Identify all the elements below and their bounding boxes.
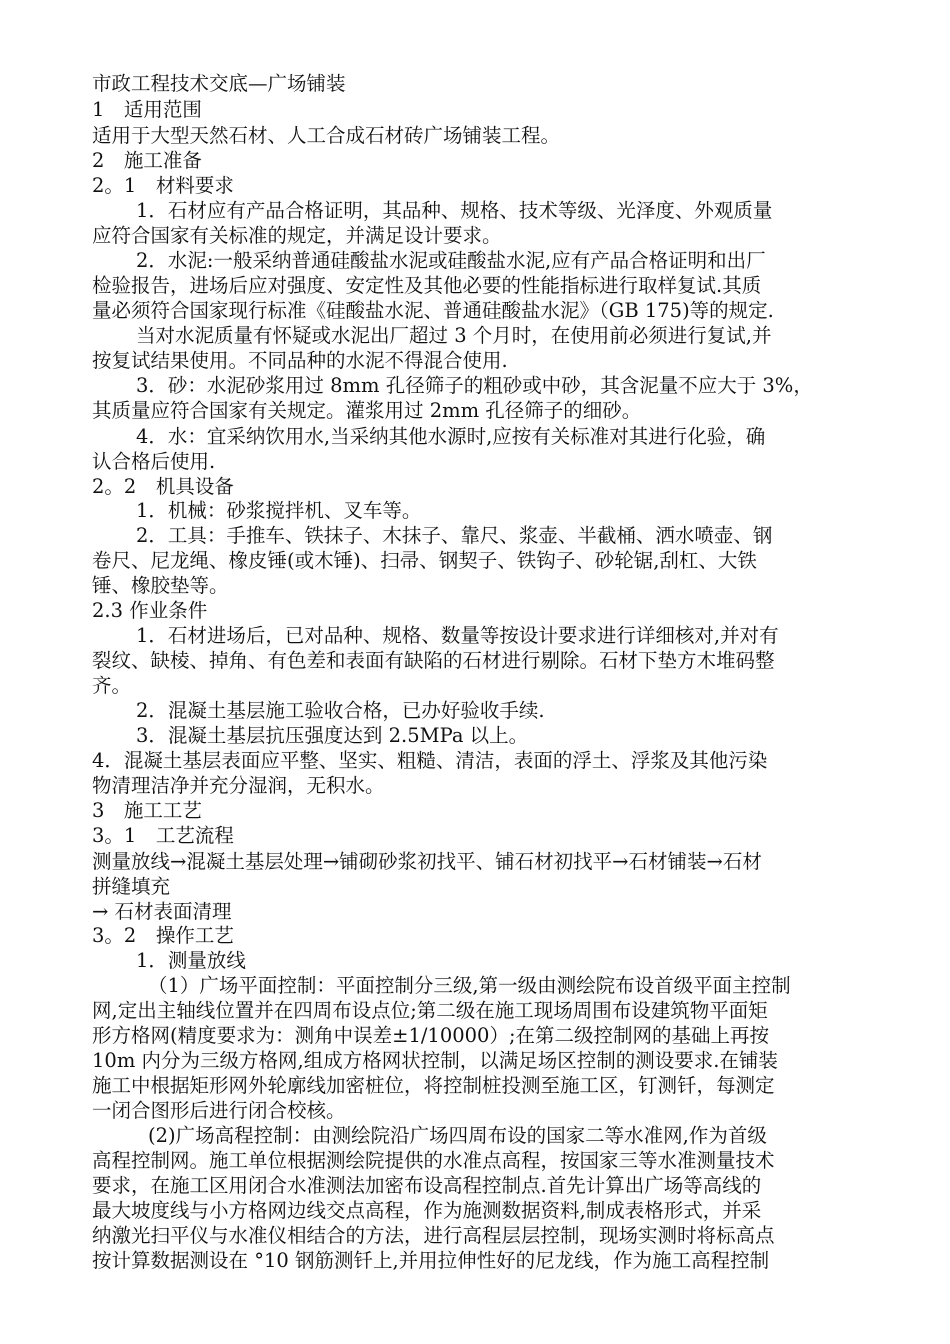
subsection-heading: 2。1 材料要求 [92,174,234,197]
paragraph-line: → 石材表面清理 [92,900,232,923]
paragraph-line: 裂纹、缺棱、掉角、有色差和表面有缺陷的石材进行剔除。石材下垫方木堆码整 [92,649,775,672]
paragraph-line: 齐。 [92,674,132,697]
paragraph-line: 量必须符合国家现行标准《硅酸盐水泥、普通硅酸盐水泥》（GB 175)等的规定. [92,299,774,322]
paragraph-line: （1）广场平面控制：平面控制分三级,第一级由测绘院布设首级平面主控制 [148,974,791,997]
section-heading: 3 施工工艺 [92,799,202,822]
paragraph-line: 最大坡度线与小方格网边线交点高程，作为施测数据资料,制成表格形式，并采 [92,1199,762,1222]
item-heading: 1．测量放线 [136,949,246,972]
paragraph-line: 3．混凝土基层抗压强度达到 2.5MPa 以上。 [136,724,529,747]
paragraph-line: 按计算数据测设在 °10 钢筋测钎上,并用拉伸性好的尼龙线，作为施工高程控制 [92,1249,770,1272]
paragraph-line: 要求，在施工区用闭合水准测法加密布设高程控制点.首先计算出广场等高线的 [92,1174,762,1197]
paragraph-line: 拼缝填充 [92,875,171,898]
paragraph-line: 2．水泥:一般采纳普通硅酸盐水泥或硅酸盐水泥,应有产品合格证明和出厂 [136,249,766,272]
paragraph-line: 按复试结果使用。不同品种的水泥不得混合使用. [92,349,508,372]
paragraph-line: 网,定出主轴线位置并在四周布设点位;第二级在施工现场周围布设建筑物平面矩 [92,999,768,1022]
paragraph-line: 其质量应符合国家有关规定。灌浆用过 2mm 孔径筛子的细砂。 [92,399,642,422]
paragraph-line: 锤、橡胶垫等。 [92,574,229,597]
paragraph-line: 1．机械：砂浆搅拌机、叉车等。 [136,499,422,522]
subsection-heading: 3。2 操作工艺 [92,924,234,947]
subsection-heading: 2。2 机具设备 [92,475,234,498]
paragraph-line: 适用于大型天然石材、人工合成石材砖广场铺装工程。 [92,124,561,147]
paragraph-line: 4．混凝土基层表面应平整、坚实、粗糙、清洁，表面的浮土、浮浆及其他污染 [92,749,768,772]
paragraph-line: 3．砂：水泥砂浆用过 8mm 孔径筛子的粗砂或中砂，其含泥量不应大于 3%， [136,374,813,397]
paragraph-line: 测量放线→混凝土基层处理→铺砌砂浆初找平、铺石材初找平→石材铺装→石材 [92,850,762,873]
paragraph-line: 2．工具：手推车、铁抹子、木抹子、靠尺、浆壶、半截桶、洒水喷壶、钢 [136,524,773,547]
subsection-heading: 2.3 作业条件 [92,599,208,622]
paragraph-line: 检验报告，进场后应对强度、安定性及其他必要的性能指标进行取样复试.其质 [92,274,762,297]
document-title: 市政工程技术交底—广场铺装 [92,72,346,95]
section-heading: 1 适用范围 [92,98,202,121]
paragraph-line: 10m 内分为三级方格网,组成方格网状控制，以满足场区控制的测设要求.在铺装 [92,1049,778,1072]
paragraph-line: 应符合国家有关标准的规定，并满足设计要求。 [92,224,502,247]
section-heading: 2 施工准备 [92,149,202,172]
paragraph-line: 当对水泥质量有怀疑或水泥出厂超过 3 个月时，在使用前必须进行复试,并 [136,324,772,347]
paragraph-line: 形方格网(精度要求为：测角中误差±1/10000）;在第二级控制网的基础上再按 [92,1024,770,1047]
paragraph-line: (2)广场高程控制：由测绘院沿广场四周布设的国家二等水准网,作为首级 [148,1124,767,1147]
paragraph-line: 卷尺、尼龙绳、橡皮锤(或木锤)、扫帚、钢契子、铁钩子、砂轮锯,刮杠、大铁 [92,549,757,572]
paragraph-line: 施工中根据矩形网外轮廓线加密桩位，将控制桩投测至施工区，钉测钎，每测定 [92,1074,775,1097]
subsection-heading: 3。1 工艺流程 [92,824,234,847]
paragraph-line: 高程控制网。施工单位根据测绘院提供的水准点高程，按国家三等水准测量技术 [92,1149,775,1172]
paragraph-line: 物清理洁净并充分湿润，无积水。 [92,774,385,797]
paragraph-line: 认合格后使用. [92,450,216,473]
paragraph-line: 1．石材应有产品合格证明，其品种、规格、技术等级、光泽度、外观质量 [136,199,773,222]
paragraph-line: 2．混凝土基层施工验收合格，已办好验收手续. [136,699,545,722]
paragraph-line: 一闭合图形后进行闭合校核。 [92,1099,346,1122]
paragraph-line: 4．水：宜采纳饮用水,当采纳其他水源时,应按有关标准对其进行化验，确 [136,425,766,448]
paragraph-line: 纳激光扫平仪与水准仪相结合的方法，进行高程层层控制，现场实测时将标高点 [92,1224,775,1247]
paragraph-line: 1．石材进场后，已对品种、规格、数量等按设计要求进行详细核对,并对有 [136,624,779,647]
